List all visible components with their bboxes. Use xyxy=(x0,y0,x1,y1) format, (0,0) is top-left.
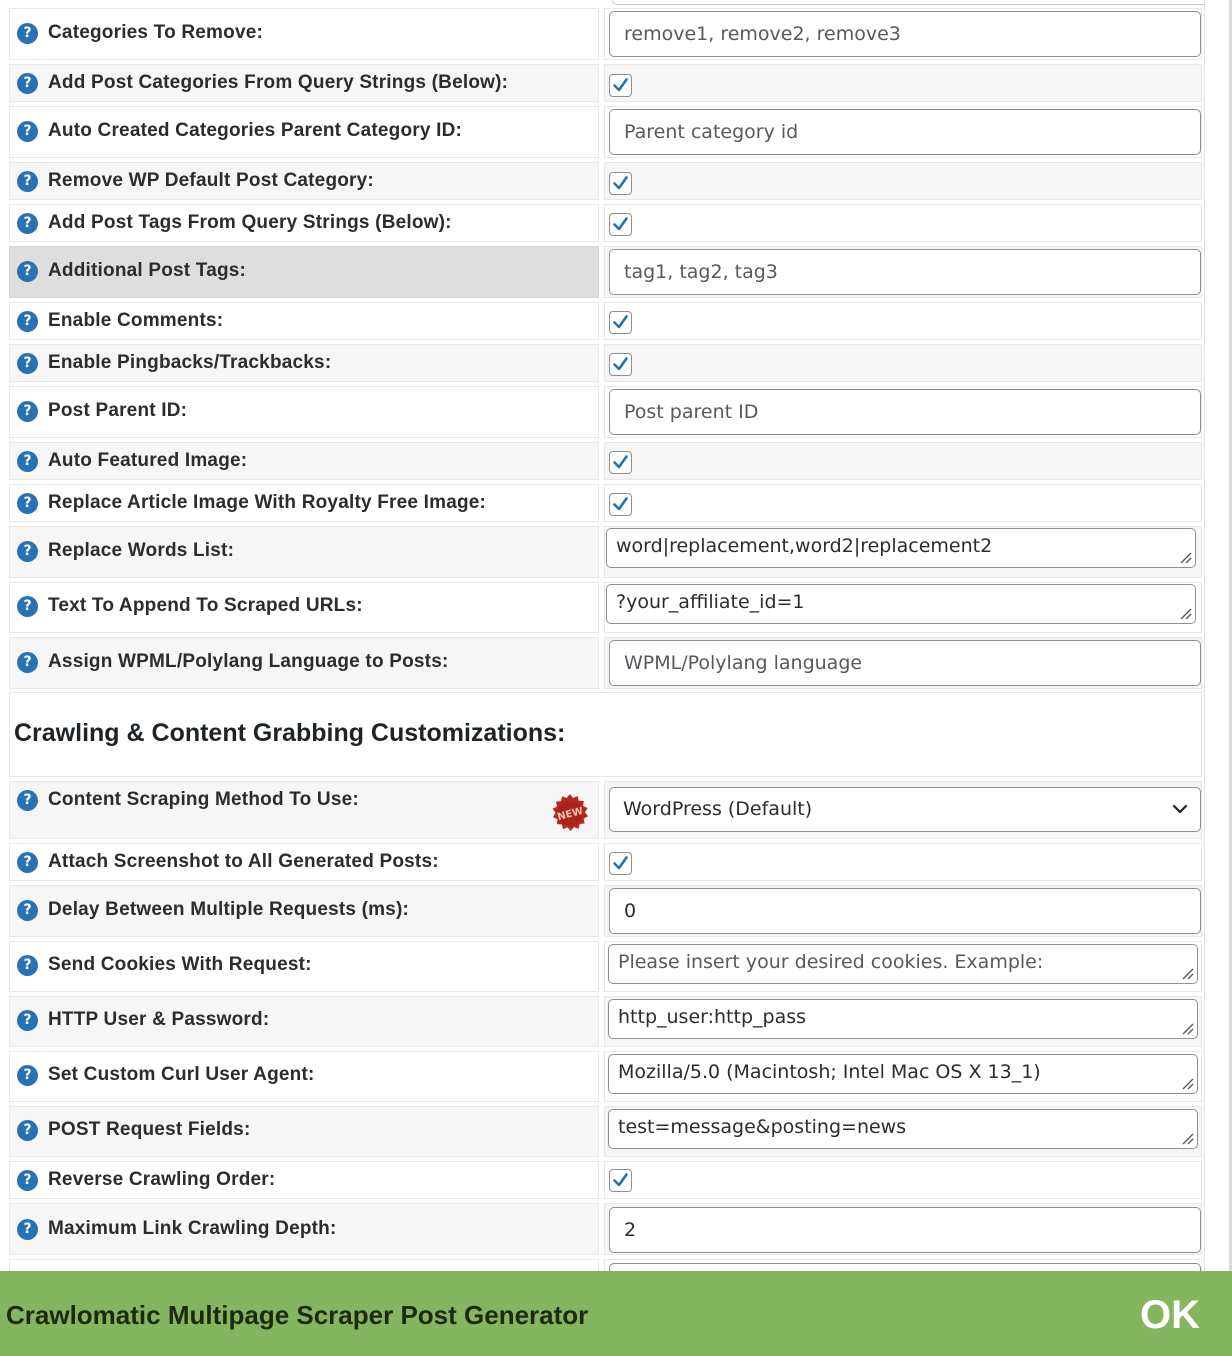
row-reverse-crawling xyxy=(8,1159,1202,1201)
row-label: Remove WP Default Post Category: xyxy=(48,170,374,191)
check-icon xyxy=(611,313,630,332)
enable-pingbacks-checkbox[interactable] xyxy=(609,353,632,376)
textarea-value: ?your_affiliate_id=1 xyxy=(616,591,805,613)
help-icon[interactable]: ? xyxy=(17,73,38,94)
scraping-method-select[interactable] xyxy=(609,787,1201,832)
request-delay-input[interactable]: 0 xyxy=(609,888,1201,934)
value-cell xyxy=(604,843,1202,881)
row-crawling-depth xyxy=(8,1201,1202,1257)
row-label: Add Post Categories From Query Strings (Below): xyxy=(48,72,509,93)
parent-category-id-input[interactable]: Parent category id xyxy=(609,109,1201,155)
help-icon[interactable]: ? xyxy=(17,955,38,976)
row-label: Add Post Tags From Query Strings (Below): xyxy=(48,212,452,233)
help-icon[interactable]: ? xyxy=(17,121,38,142)
row-append-to-urls xyxy=(8,580,1202,635)
row-label: Auto Featured Image: xyxy=(48,450,248,471)
help-icon[interactable]: ? xyxy=(17,311,38,332)
check-icon xyxy=(611,355,630,374)
row-label: Attach Screenshot to All Generated Posts: xyxy=(48,851,439,872)
help-icon[interactable]: ? xyxy=(17,541,38,562)
section-header-row xyxy=(9,692,1202,777)
row-post-fields xyxy=(8,1104,1202,1159)
check-icon xyxy=(611,495,630,514)
post-parent-id-input[interactable]: Post parent ID xyxy=(609,389,1201,435)
row-label: Enable Pingbacks/Trackbacks: xyxy=(48,352,332,373)
add-post-tags-checkbox[interactable] xyxy=(609,213,632,236)
select-value: WordPress (Default) xyxy=(623,798,813,820)
row-auto-featured-image xyxy=(8,440,1202,482)
value-cell xyxy=(604,64,1202,102)
textarea-value: http_user:http_pass xyxy=(618,1006,807,1028)
post-fields-textarea[interactable] xyxy=(608,1109,1198,1149)
footer-bar xyxy=(0,1271,1232,1356)
resize-grip-icon[interactable] xyxy=(1178,606,1192,620)
crawling-depth-input[interactable]: 2 xyxy=(609,1207,1201,1253)
textarea-value: Mozilla/5.0 (Macintosh; Intel Mac OS X 13_1) xyxy=(618,1061,1041,1083)
row-label: Additional Post Tags: xyxy=(48,260,247,281)
row-label: POST Request Fields: xyxy=(48,1119,251,1140)
help-icon[interactable]: ? xyxy=(17,353,38,374)
check-icon xyxy=(611,76,630,95)
help-icon[interactable]: ? xyxy=(17,171,38,192)
help-icon[interactable]: ? xyxy=(17,900,38,921)
plugin-title: Crawlomatic Multipage Scraper Post Generator xyxy=(6,1300,589,1330)
value-cell xyxy=(604,162,1202,200)
textarea-value: word|replacement,word2|replacement2 xyxy=(616,535,993,557)
row-label: Enable Comments: xyxy=(48,310,224,331)
row-enable-pingbacks xyxy=(8,342,1202,384)
remove-default-category-checkbox[interactable] xyxy=(609,172,632,195)
value-cell xyxy=(604,442,1202,480)
row-user-agent xyxy=(8,1049,1202,1104)
check-icon xyxy=(611,854,630,873)
check-icon xyxy=(611,1171,630,1190)
textarea-placeholder: Please insert your desired cookies. Example: xyxy=(618,951,1044,973)
help-icon[interactable]: ? xyxy=(17,451,38,472)
new-badge-icon xyxy=(550,793,590,833)
row-enable-comments xyxy=(8,300,1202,342)
help-icon[interactable]: ? xyxy=(17,261,38,282)
categories-to-remove-input[interactable]: remove1, remove2, remove3 xyxy=(609,11,1201,57)
row-send-cookies xyxy=(8,939,1202,994)
value-cell xyxy=(604,302,1202,340)
textarea-value: test=message&posting=news xyxy=(618,1116,907,1138)
help-icon[interactable]: ? xyxy=(17,1120,38,1141)
row-wpml-language xyxy=(8,635,1202,691)
http-auth-textarea[interactable] xyxy=(608,999,1198,1039)
replace-words-textarea[interactable] xyxy=(606,528,1196,568)
resize-grip-icon[interactable] xyxy=(1180,1131,1194,1145)
section-title: Crawling & Content Grabbing Customizations: xyxy=(14,719,566,747)
row-remove-default-category xyxy=(8,160,1202,202)
row-additional-post-tags xyxy=(8,244,1202,300)
row-replace-words-list xyxy=(8,524,1202,580)
row-label: Assign WPML/Polylang Language to Posts: xyxy=(48,651,449,672)
value-cell xyxy=(604,1161,1202,1199)
row-label: Content Scraping Method To Use: xyxy=(48,789,359,810)
additional-post-tags-input[interactable]: tag1, tag2, tag3 xyxy=(609,249,1201,295)
row-label: Replace Words List: xyxy=(48,540,235,561)
row-attach-screenshot xyxy=(8,841,1202,883)
value-cell xyxy=(604,204,1202,242)
help-icon[interactable]: ? xyxy=(17,23,38,44)
reverse-crawling-checkbox[interactable] xyxy=(609,1169,632,1192)
value-cell xyxy=(604,484,1202,522)
chevron-down-icon xyxy=(1172,802,1188,816)
check-icon xyxy=(611,174,630,193)
check-icon xyxy=(611,453,630,472)
row-add-post-tags xyxy=(8,202,1202,244)
help-icon[interactable]: ? xyxy=(17,1010,38,1031)
row-scraping-method xyxy=(8,779,1202,841)
append-to-urls-textarea[interactable] xyxy=(606,584,1196,624)
add-post-categories-checkbox[interactable] xyxy=(609,74,632,97)
row-post-parent-id xyxy=(8,384,1202,440)
row-label: Maximum Link Crawling Depth: xyxy=(48,1218,337,1239)
enable-comments-checkbox[interactable] xyxy=(609,311,632,334)
help-icon[interactable]: ? xyxy=(17,1219,38,1240)
auto-featured-image-checkbox[interactable] xyxy=(609,451,632,474)
row-http-auth xyxy=(8,994,1202,1049)
resize-grip-icon[interactable] xyxy=(1180,1021,1194,1035)
help-icon[interactable]: ? xyxy=(17,852,38,873)
help-icon[interactable]: ? xyxy=(17,790,38,811)
resize-grip-icon[interactable] xyxy=(1180,966,1194,980)
row-label: Categories To Remove: xyxy=(48,22,264,43)
send-cookies-textarea[interactable] xyxy=(608,944,1198,984)
ok-button[interactable]: OK xyxy=(1140,1293,1200,1337)
row-label: Replace Article Image With Royalty Free Image: xyxy=(48,492,487,513)
resize-grip-icon[interactable] xyxy=(1178,550,1192,564)
row-label: Post Parent ID: xyxy=(48,400,188,421)
wpml-language-input[interactable]: WPML/Polylang language xyxy=(609,640,1201,686)
user-agent-textarea[interactable] xyxy=(608,1054,1198,1094)
row-label: Auto Created Categories Parent Category ID: xyxy=(48,120,463,141)
row-label: Delay Between Multiple Requests (ms): xyxy=(48,899,410,920)
attach-screenshot-checkbox[interactable] xyxy=(609,852,632,875)
settings-table xyxy=(8,0,1205,1356)
help-icon[interactable]: ? xyxy=(17,596,38,617)
row-label: HTTP User & Password: xyxy=(48,1009,270,1030)
row-label: Send Cookies With Request: xyxy=(48,954,312,975)
help-icon[interactable]: ? xyxy=(17,493,38,514)
help-icon[interactable]: ? xyxy=(17,1065,38,1086)
new-badge-text: NEW xyxy=(556,805,585,824)
row-add-post-categories xyxy=(8,62,1202,104)
royalty-free-image-checkbox[interactable] xyxy=(609,493,632,516)
row-label: Set Custom Curl User Agent: xyxy=(48,1064,315,1085)
row-label: Reverse Crawling Order: xyxy=(48,1169,276,1190)
help-icon[interactable]: ? xyxy=(17,401,38,422)
row-royalty-free-image xyxy=(8,482,1202,524)
row-request-delay xyxy=(8,883,1202,939)
resize-grip-icon[interactable] xyxy=(1180,1076,1194,1090)
row-categories-to-remove xyxy=(8,6,1202,62)
previous-field-edge xyxy=(612,0,1205,5)
help-icon[interactable]: ? xyxy=(17,213,38,234)
row-parent-category-id xyxy=(8,104,1202,160)
help-icon[interactable]: ? xyxy=(17,1170,38,1191)
value-cell xyxy=(604,344,1202,382)
row-label: Text To Append To Scraped URLs: xyxy=(48,595,363,616)
help-icon[interactable]: ? xyxy=(17,652,38,673)
check-icon xyxy=(611,215,630,234)
